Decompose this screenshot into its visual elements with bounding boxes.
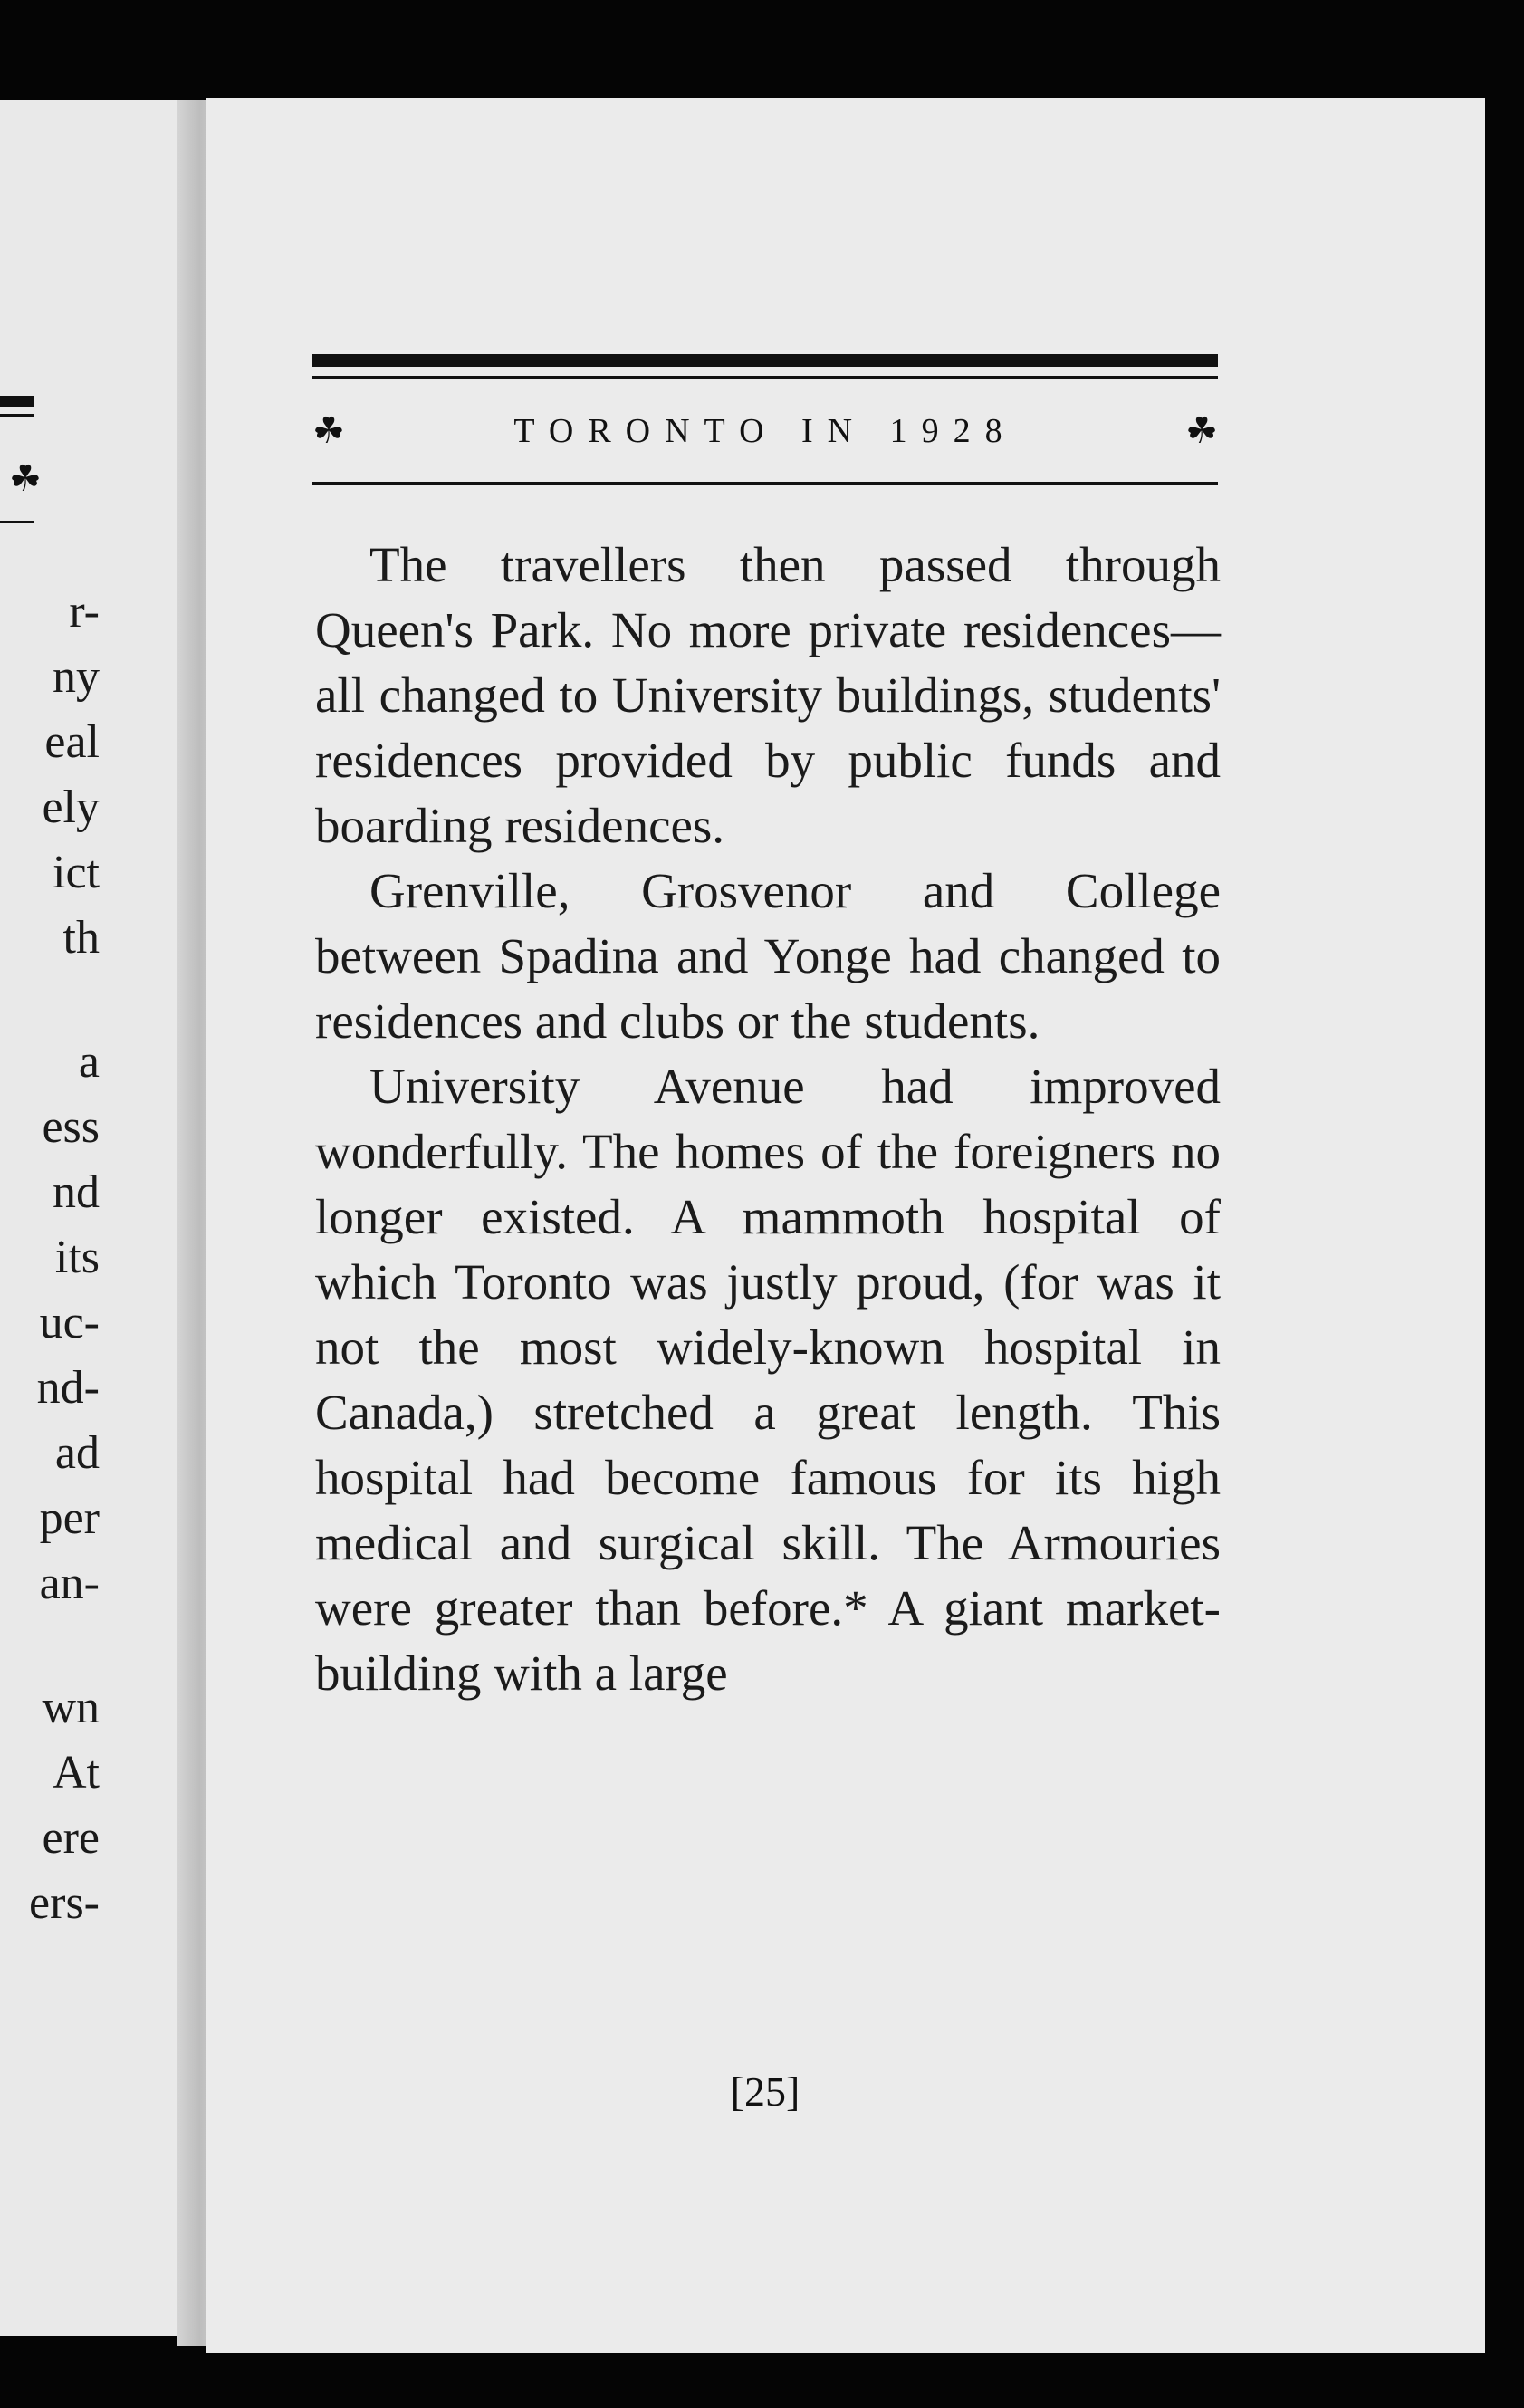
left-line-fragment xyxy=(0,971,100,1030)
page-number: [25] xyxy=(730,2068,800,2115)
paragraph: University Avenue had improved wonderfully. The homes of the foreigners no longer existed. A mammoth hospital of which Toronto was justly proud, (for was it not the most widely-known hospital in Canada,) stretched a great length. This hospital had become famous for its high medical and surgical skill. The Armouries were greater than before.* A giant market-building with a large xyxy=(315,1059,1221,1701)
shamrock-ornament-icon: ☘ xyxy=(312,410,345,451)
paragraph: Grenville, Grosvenor and College between Spadina and Yonge had changed to residences and clubs or the students. xyxy=(315,863,1221,1049)
left-line-fragment: nd xyxy=(53,1166,100,1218)
left-line-fragment: per xyxy=(39,1492,100,1544)
left-line-fragment: ers- xyxy=(29,1877,100,1929)
left-line-fragment: ict xyxy=(53,847,100,898)
left-line-fragment: ny xyxy=(53,651,100,703)
left-line-fragment xyxy=(0,1617,100,1675)
left-line-fragment: nd- xyxy=(36,1362,100,1414)
header-rule-thin xyxy=(312,376,1218,379)
header-rule-bottom xyxy=(312,482,1218,485)
left-line-fragment: eal xyxy=(44,716,100,768)
left-line-fragment: ere xyxy=(42,1812,100,1864)
body-text xyxy=(315,532,1221,1706)
book-page xyxy=(206,98,1485,2353)
left-line-fragment: an- xyxy=(39,1558,100,1609)
left-page-line-fragments xyxy=(0,580,100,1936)
left-line-fragment: th xyxy=(62,912,100,964)
left-line-fragment: ess xyxy=(42,1101,100,1153)
left-page-rule-bottom xyxy=(0,521,34,523)
paragraph: The travellers then passed through Queen's Park. No more private residences—all changed to University buildings, students' residences provided by public funds and boarding residences. xyxy=(315,537,1221,853)
header-rule-thick xyxy=(312,354,1218,367)
left-line-fragment: a xyxy=(78,1036,100,1088)
running-title: TORONTO IN 1928 xyxy=(513,412,1017,450)
left-page-ornament-icon: ☘ xyxy=(9,458,42,499)
left-line-fragment: wn xyxy=(42,1682,100,1733)
left-line-fragment: r- xyxy=(69,586,100,638)
left-page-rule xyxy=(0,396,34,407)
shamrock-ornament-icon: ☘ xyxy=(1185,410,1218,451)
left-line-fragment: uc- xyxy=(39,1297,100,1348)
left-line-fragment: ad xyxy=(54,1427,100,1479)
left-line-fragment: At xyxy=(53,1747,100,1799)
left-line-fragment: its xyxy=(54,1232,100,1283)
left-line-fragment: ely xyxy=(42,782,100,833)
left-page-rule-thin xyxy=(0,414,34,417)
running-head xyxy=(312,406,1218,469)
